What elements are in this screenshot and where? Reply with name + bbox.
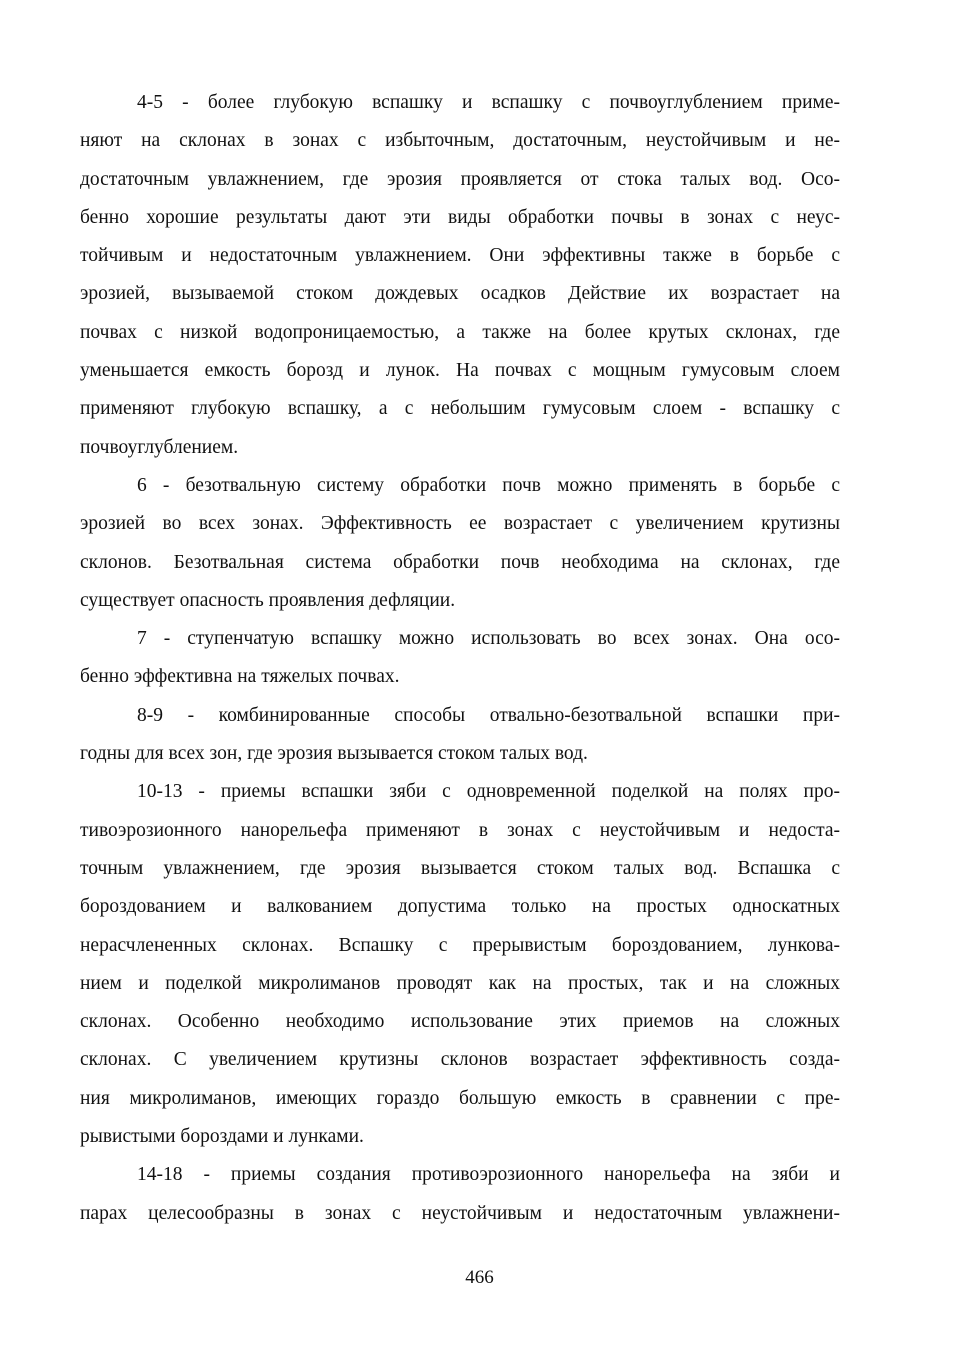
text-line: достаточным увлажнением, где эрозия проявляется от стока талых вод. Осо- [80,168,840,190]
text-line: 6 - безотвальную систему обработки почв можно применять в борьбе с [137,474,840,496]
text-line: няют на склонах в зонах с избыточным, достаточным, неустойчивым и не- [80,130,840,152]
text-line: 10-13 - приемы вспашки зяби с одновременной поделкой на полях про- [137,781,840,803]
text-line: эрозией во всех зонах. Эффективность ее возрастает с увеличением крутизны [80,513,840,535]
text-line: бенно эффективна на тяжелых почвах. [80,666,400,688]
text-line: склонах. Особенно необходимо использование этих приемов на сложных [80,1011,840,1033]
text-line: нием и поделкой микролиманов проводят как на простых, так и на сложных [80,972,840,994]
text-line: склонов. Безотвальная система обработки почв необходима на склонах, где [80,551,840,573]
text-line: точным увлажнением, где эрозия вызывается стоком талых вод. Вспашка с [80,857,840,879]
text-line: почвоуглублением. [80,436,239,458]
paragraph-14-18 [80,1156,840,1233]
body-text [80,84,840,1233]
text-line: 4-5 - более глубокую вспашку и вспашку с почвоуглублением приме- [137,92,840,113]
text-line: годны для всех зон, где эрозия вызывается стоком талых вод. [80,743,588,765]
paragraph-8-9 [80,697,840,774]
text-line: тойчивым и недостаточным увлажнением. Они эффективны также в борьбе с [80,245,840,267]
text-line: применяют глубокую вспашку, а с небольшим гумусовым слоем - вспашку с [80,398,840,420]
paragraph-6 [80,467,840,620]
text-line: нерасчлененных склонах. Вспашку с прерывистым бороздованием, лункова- [80,934,840,956]
text-line: парах целесообразны в зонах с неустойчивым и недостаточным увлажнени- [80,1202,840,1224]
text-line: 14-18 - приемы создания противоэрозионного нанорельефа на зяби и [137,1164,840,1186]
text-line: 7 - ступенчатую вспашку можно использовать во всех зонах. Она осо- [137,628,840,650]
text-line: рывистыми бороздами и лунками. [80,1126,364,1148]
text-line: бенно хорошие результаты дают эти виды обработки почвы в зонах с неус- [80,206,840,228]
paragraph-4-5 [80,84,840,467]
text-line: ния микролиманов, имеющих гораздо большую емкость в сравнении с пре- [80,1087,840,1109]
text-line: существует опасность проявления дефляции. [80,589,456,611]
text-line: склонах. С увеличением крутизны склонов возрастает эффективность созда- [80,1049,840,1071]
text-line: тивоэрозионного нанорельефа применяют в зонах с неустойчивым и недоста- [80,819,840,841]
text-line: 8-9 - комбинированные способы отвально-безотвальной вспашки при- [137,704,840,726]
text-line: бороздованием и валкованием допустима только на простых односкатных [80,896,840,918]
paragraph-7 [80,620,840,697]
text-line: уменьшается емкость борозд и лунок. На почвах с мощным гумусовым слоем [80,360,840,382]
text-line: почвах с низкой водопроницаемостью, а также на более крутых склонах, где [80,321,840,343]
text-line: эрозией, вызываемой стоком дождевых осадков Действие их возрастает на [80,283,840,305]
paragraph-10-13 [80,773,840,1156]
page-number: 466 [465,1267,494,1288]
